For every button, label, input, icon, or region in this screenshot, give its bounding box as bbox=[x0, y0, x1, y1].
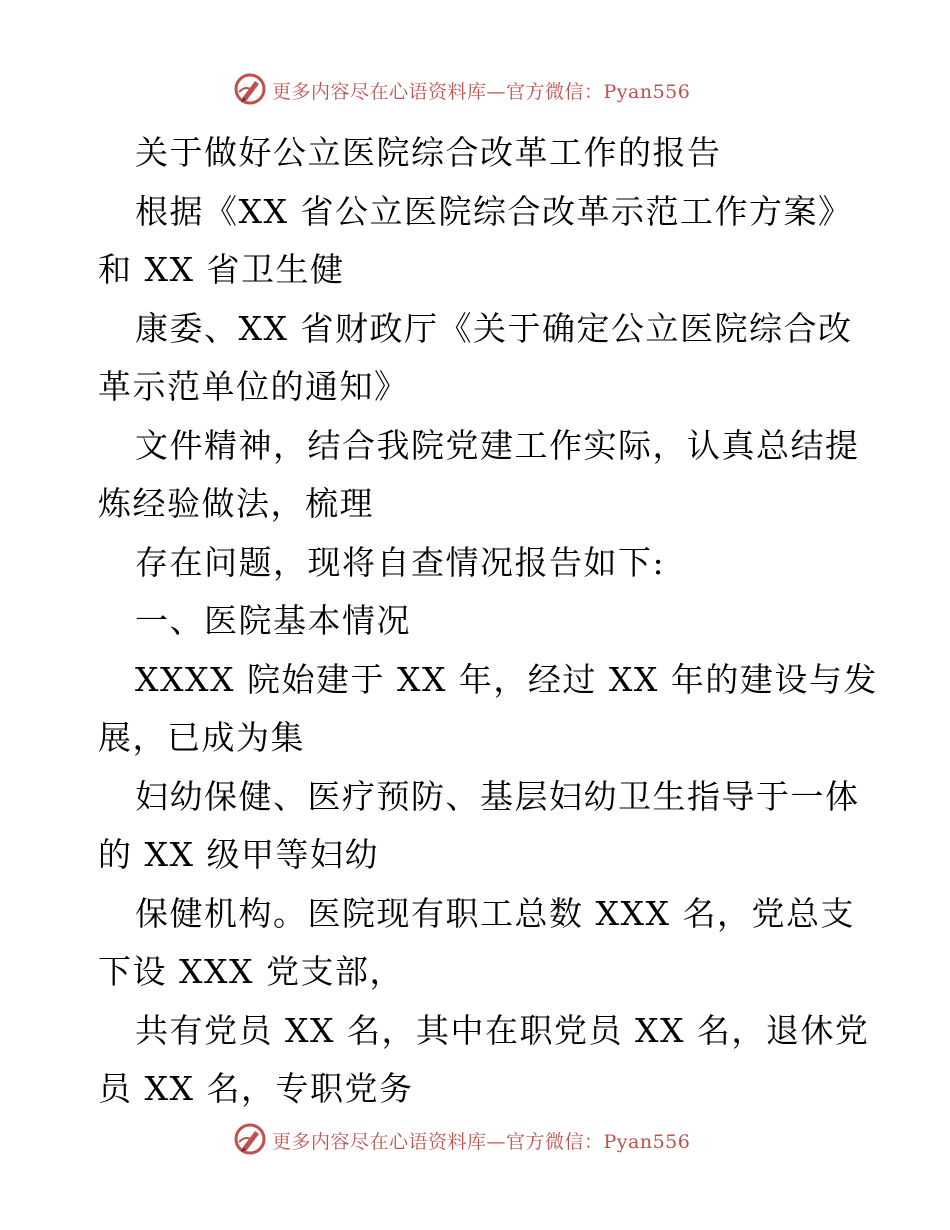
watermark-text: 更多内容尽在心语资料库—官方微信：Pyan556 bbox=[272, 81, 691, 103]
header-watermark bbox=[0, 70, 950, 110]
section-heading: 一、医院基本情况 bbox=[135, 601, 411, 640]
paragraph-line: 革示范单位的通知》 bbox=[98, 367, 409, 406]
paragraph-line: 和 XX 省卫生健 bbox=[98, 250, 345, 289]
paragraph-line: 展，已成为集 bbox=[98, 718, 305, 757]
paragraph-line: 存在问题，现将自查情况报告如下: bbox=[135, 542, 666, 582]
pen-logo-icon bbox=[233, 1122, 267, 1156]
paragraph-line: 根据《XX 省公立医院综合改革示范工作方案》 bbox=[135, 191, 853, 231]
paragraph-line: 共有党员 XX 名，其中在职党员 XX 名，退休党 bbox=[135, 1010, 870, 1050]
paragraph-line: 炼经验做法，梳理 bbox=[98, 484, 374, 523]
footer-watermark bbox=[0, 1120, 950, 1160]
document-title: 关于做好公立医院综合改革工作的报告 bbox=[135, 133, 722, 172]
paragraph-line: 文件精神，结合我院党建工作实际，认真总结提 bbox=[135, 425, 860, 465]
paragraph-line: 下设 XXX 党支部， bbox=[98, 952, 404, 991]
paragraph-line: 的 XX 级甲等妇幼 bbox=[98, 835, 379, 874]
paragraph-line: 员 XX 名，专职党务 bbox=[98, 1069, 414, 1108]
document-body bbox=[98, 124, 878, 1119]
watermark-text: 更多内容尽在心语资料库—官方微信：Pyan556 bbox=[272, 1131, 691, 1153]
paragraph-line: 保健机构。医院现有职工总数 XXX 名，党总支 bbox=[135, 893, 855, 933]
paragraph-line: 康委、XX 省财政厅《关于确定公立医院综合改 bbox=[135, 308, 853, 348]
paragraph-line: 妇幼保健、医疗预防、基层妇幼卫生指导于一体 bbox=[135, 776, 860, 816]
pen-logo-icon bbox=[233, 72, 267, 106]
paragraph-line: XXXX 院始建于 XX 年，经过 XX 年的建设与发 bbox=[135, 659, 878, 699]
